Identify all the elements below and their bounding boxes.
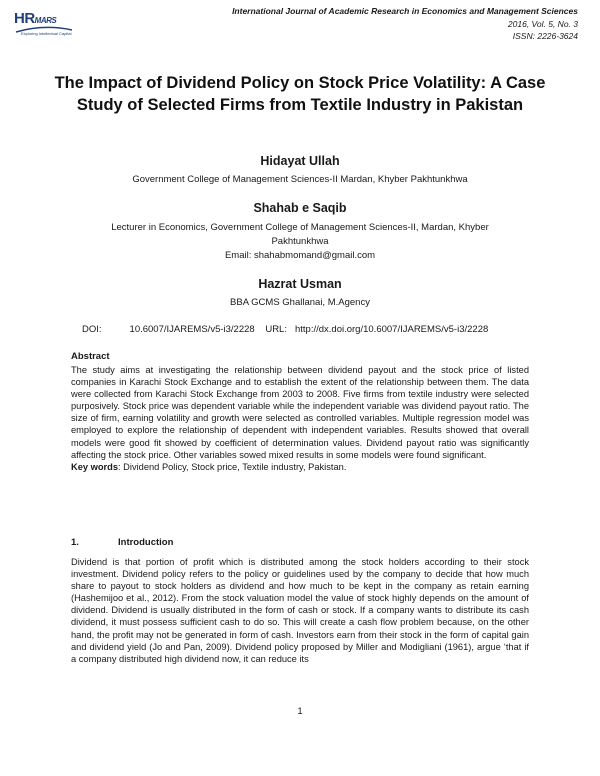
doi-value[interactable]: 10.6007/IJAREMS/v5-i3/2228 <box>129 324 255 335</box>
url-label: URL: <box>265 324 287 335</box>
introduction-heading <box>71 537 173 548</box>
author-name: Hazrat Usman <box>258 277 342 291</box>
author-affiliation: Government College of Management Sciences-II Mardan, Khyber Pakhtunkhwa <box>132 174 468 185</box>
page-number: 1 <box>297 706 303 717</box>
author-affiliation: BBA GCMS Ghallanai, M.Agency <box>230 297 370 308</box>
section-number: 1. <box>71 537 79 548</box>
author-affiliation: Lecturer in Economics, Government College of Management Sciences-II, Mardan, Khyber Pakhtunkhwa <box>111 222 489 247</box>
section-title: Introduction <box>118 537 174 548</box>
abstract-body <box>71 364 529 473</box>
journal-header <box>232 5 578 43</box>
url-link[interactable]: http://dx.doi.org/10.6007/IJAREMS/v5-i3/2228 <box>294 324 489 335</box>
abstract-text: The study aims at investigating the relationship between dividend payout and the stock price of listed companies in Karachi Stock Exchange and to establish the extent of the relationship between them. The data were collected from Karachi Stock Exchange from 2003 to 2008. Five firms from textile industry were selected purposively. Stock price was dependent variable while the independent variable was dividend payout ratio. The size of firm, earning volatility and growth were selected as controlled variables. Multiple regression model was employed to explore the relationship of dependent with independent variables. Results showed that overall models were good fit showed by coefficient of determination values. Dividend payout ratio was significantly affecting the stock price. Other variables sowed mixed results in some models were found significant. <box>71 365 529 460</box>
journal-name: International Journal of Academic Research in Economics and Management Sciences <box>232 6 578 16</box>
keywords-label: Key words <box>71 461 119 472</box>
paper-title: The Impact of Dividend Policy on Stock Price Volatility: A Case Study of Selected Firms from Textile Industry in Pakistan <box>54 74 546 114</box>
author-name: Hidayat Ullah <box>260 154 340 168</box>
abstract-heading: Abstract <box>71 351 110 362</box>
journal-volume: 2016, Vol. 5, No. 3 <box>507 18 578 29</box>
logo-tagline: Exploring Intellectual Capital <box>21 31 72 36</box>
logo-sub-text: MARS <box>34 16 57 25</box>
journal-issn: ISSN: 2226-3624 <box>512 31 578 41</box>
author-email: Email: shahabmomand@gmail.com <box>224 250 376 261</box>
doi-line <box>82 324 560 335</box>
logo-main-text: HR <box>14 10 35 27</box>
author-name: Shahab e Saqib <box>253 201 347 215</box>
introduction-body: Dividend is that portion of profit which is distributed among the stock holders according to their stock investment. Dividend policy refers to the policy or guidelines used by the company to decide that how much share to payout to stock holders as dividend and how much to be kept in the company as retain earning (Hashemijoo et al., 2012). From the stock valuation model the value of stock highly depends on the amount of dividend. Dividend is usually distributed in the form of cash or stock. If a company wants to distribute its cash dividend, it must possess sufficient cash to do so. This will create a cash flow problem because, on the other hand, the profit may not be generated in form of cash. Investors earn from their stock in the form of capital gain and dividend yield (Jo and Pan, 2009). Dividend policy proposed by Miller and Modigliani (1961), argue ‘that if a company distributed high dividend now, it can reduce its <box>71 557 529 664</box>
hrmars-logo <box>14 10 94 40</box>
keywords-text: : Dividend Policy, Stock price, Textile industry, Pakistan. <box>118 461 347 472</box>
doi-label: DOI: <box>82 324 102 335</box>
logo-wordmark <box>14 10 94 27</box>
